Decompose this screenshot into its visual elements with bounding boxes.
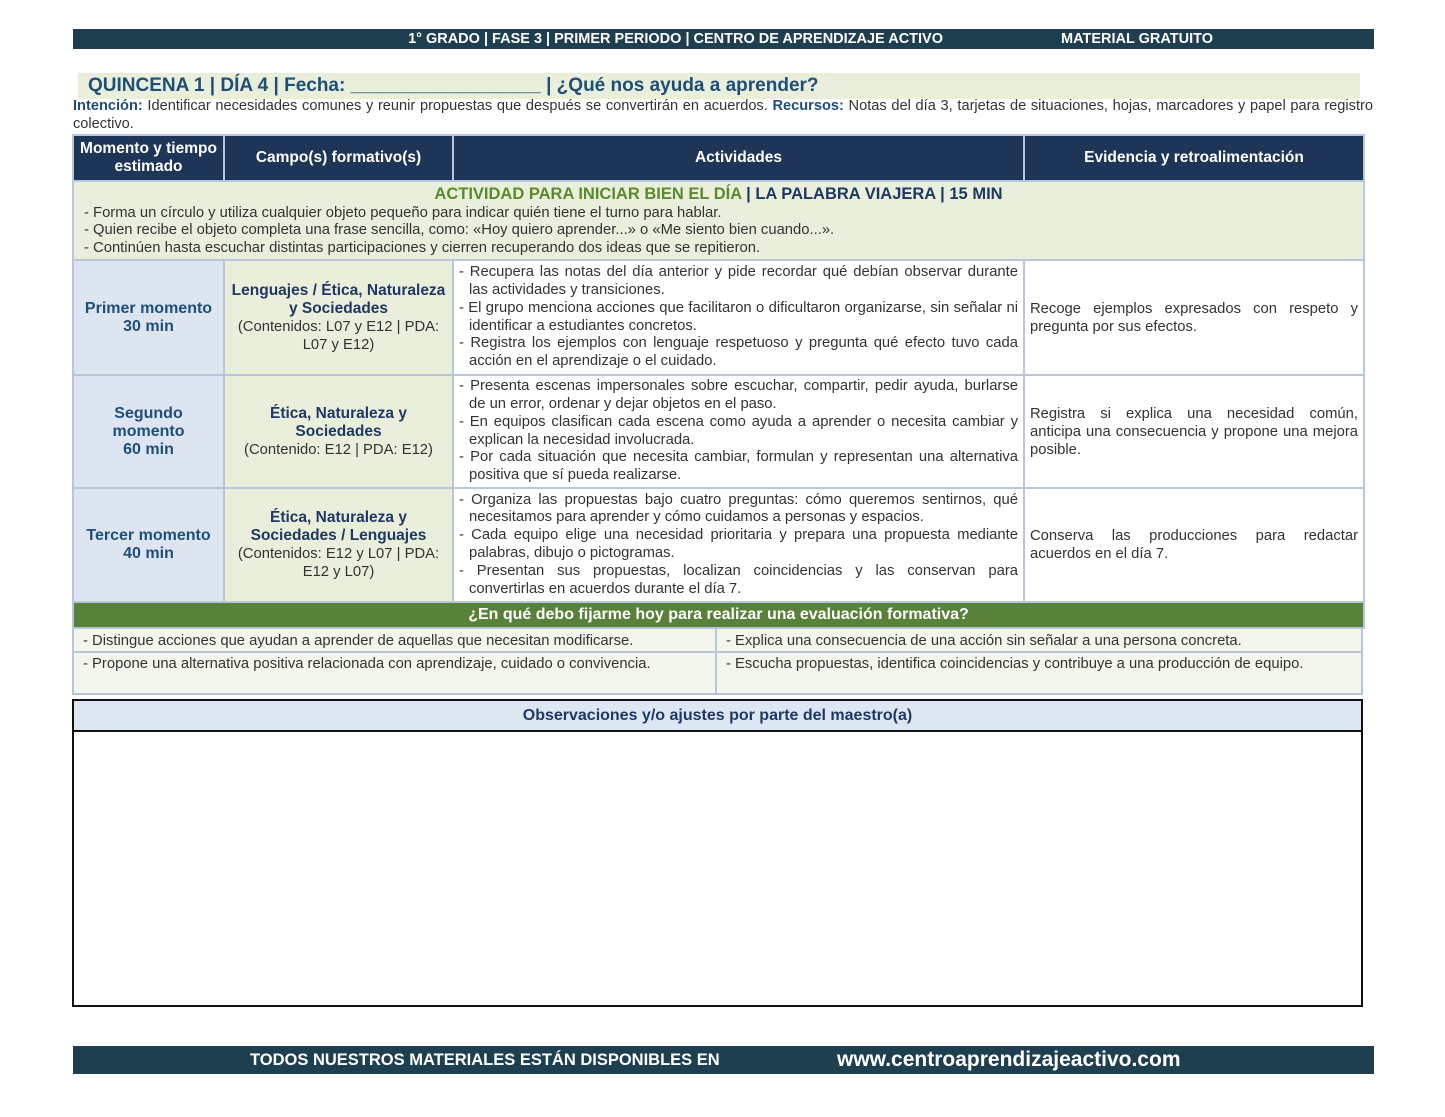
moment-time: 60 min	[123, 440, 174, 458]
opening-title-green: ACTIVIDAD PARA INICIAR BIEN EL DÍA	[434, 185, 742, 203]
evaluation-grid	[72, 627, 1363, 695]
activity-item: - Organiza las propuestas bajo cuatro preguntas: cómo queremos sentirnos, qué necesitamos para aprender y cómo cuidamos a personas y espacios.	[459, 491, 1018, 526]
activities-cell	[453, 260, 1024, 375]
evaluation-item: - Escucha propuestas, identifica coincidencias y contribuye a una producción de equipo.	[715, 651, 1363, 695]
evaluation-item: - Propone una alternativa positiva relacionada con aprendizaje, cuidado o convivencia.	[72, 651, 717, 695]
moment-cell	[73, 488, 224, 602]
header-field: Campo(s) formativo(s)	[224, 135, 453, 181]
activity-item: - Recupera las notas del día anterior y pide recordar qué debían observar durante las actividades y transiciones.	[459, 264, 1018, 298]
moment-label: Tercer momento	[86, 527, 211, 544]
field-cell	[224, 375, 453, 488]
evidence-cell: Registra si explica una necesidad común, anticipa una consecuencia y propone una mejora posible.	[1024, 375, 1364, 488]
activity-item: - Registra los ejemplos con lenguaje respetuoso y pregunta qué efecto tuvo cada acción en el aprendizaje o el cuidado.	[459, 335, 1018, 370]
moment-label: Segundo momento	[112, 404, 185, 440]
field-content: (Contenido: E12 | PDA: E12)	[244, 441, 433, 458]
activity-item: - En equipos clasifican cada escena como ayuda a aprender o necesita cambiar y explican la necesidad involucrada.	[459, 413, 1018, 448]
table-header-row	[73, 135, 1364, 181]
header-moment: Momento y tiempo estimado	[73, 135, 224, 181]
table-row	[73, 260, 1364, 375]
field-cell	[224, 488, 453, 602]
field-name: Ética, Naturaleza y Sociedades	[270, 404, 407, 440]
footer-text: TODOS NUESTROS MATERIALES ESTÁN DISPONIBLES EN	[250, 1051, 720, 1069]
activity-item: - Presenta escenas impersonales sobre escuchar, compartir, pedir ayuda, burlarse de un error, ordenar y dejar objetos en el paso.	[459, 378, 1018, 412]
header-activities: Actividades	[453, 135, 1024, 181]
activity-item: - Cada equipo elige una necesidad prioritaria y prepara una propuesta mediante palabras, dibujo o pictogramas.	[459, 527, 1018, 561]
moment-label: Primer momento	[84, 299, 213, 317]
field-content: (Contenidos: E12 y L07 | PDA: E12 y L07)	[237, 546, 440, 580]
evaluation-item: - Distingue acciones que ayudan a aprender de aquellas que necesitan modificarse.	[72, 627, 717, 653]
opening-line: - Continúen hasta escuchar distintas participaciones y cierren recuperando dos ideas que se repitieron.	[84, 239, 761, 256]
moment-time: 30 min	[123, 317, 174, 335]
evaluation-item: - Explica una consecuencia de una acción sin señalar a una persona concreta.	[715, 627, 1363, 653]
opening-line: - Forma un círculo y utiliza cualquier objeto pequeño para indicar quién tiene el turno para hablar.	[84, 204, 722, 221]
resources-text: Notas del día 3, tarjetas de situaciones, hojas, marcadores y papel para registro colectivo.	[73, 98, 1373, 132]
footer-url-link[interactable]: www.centroaprendizajeactivo.com	[837, 1048, 1181, 1071]
page-title: QUINCENA 1 | DÍA 4 | Fecha: __________________ | ¿Qué nos ayuda a aprender?	[78, 73, 1360, 99]
header-evidence: Evidencia y retroalimentación	[1024, 135, 1364, 181]
activities-cell	[453, 375, 1024, 488]
opening-line: - Quien recibe el objeto completa una frase sencilla, como: «Hoy quiero aprender...» o «Me siento bien cuando...».	[84, 222, 835, 238]
field-name: Ética, Naturaleza y Sociedades / Lenguajes	[250, 509, 427, 544]
table-row	[73, 488, 1364, 602]
activity-item: - El grupo menciona acciones que facilitaron o dificultaron organizarse, sin señalar ni identificar a estudiantes concretos.	[459, 299, 1018, 334]
lesson-plan-table	[72, 134, 1365, 629]
evidence-cell: Conserva las producciones para redactar acuerdos en el día 7.	[1024, 488, 1364, 602]
top-banner	[73, 29, 1374, 49]
resources-label: Recursos:	[772, 98, 844, 114]
moment-cell	[73, 375, 224, 488]
field-cell	[224, 260, 453, 375]
moment-time: 40 min	[123, 545, 174, 562]
evaluation-title: ¿En qué debo fijarme hoy para realizar una evaluación formativa?	[73, 602, 1364, 628]
activities-cell	[453, 488, 1024, 602]
moment-cell	[73, 260, 224, 375]
opening-title	[84, 186, 1353, 204]
footer-banner	[73, 1046, 1374, 1074]
activity-item: - Presentan sus propuestas, localizan coincidencias y las conservan para convertirlas en acuerdos durante el día 7.	[459, 562, 1018, 597]
banner-free-material: MATERIAL GRATUITO	[1061, 31, 1213, 47]
activity-item: - Por cada situación que necesita cambiar, formulan y representan una alternativa positiva que sí pueda realizarse.	[459, 449, 1018, 484]
banner-info: 1° GRADO | FASE 3 | PRIMER PERIODO | CENTRO DE APRENDIZAJE ACTIVO	[408, 31, 943, 47]
evidence-cell: Recoge ejemplos expresados con respeto y pregunta por sus efectos.	[1024, 260, 1364, 375]
intention-paragraph	[73, 97, 1373, 133]
observations-title: Observaciones y/o ajustes por parte del maestro(a)	[74, 701, 1361, 732]
intention-label: Intención:	[73, 98, 143, 114]
opening-title-navy: | LA PALABRA VIAJERA | 15 MIN	[741, 185, 1003, 203]
table-row	[73, 375, 1364, 488]
intention-text: Identificar necesidades comunes y reunir propuestas que después se convertirán en acuerdos.	[142, 98, 773, 114]
field-content: (Contenidos: L07 y E12 | PDA: L07 y E12)	[237, 318, 440, 353]
opening-activity-row	[73, 181, 1364, 260]
observations-box[interactable]	[72, 699, 1363, 1007]
evaluation-header-row	[73, 602, 1364, 628]
field-name: Lenguajes / Ética, Naturaleza y Sociedades	[231, 281, 446, 317]
opening-activity	[73, 181, 1364, 260]
